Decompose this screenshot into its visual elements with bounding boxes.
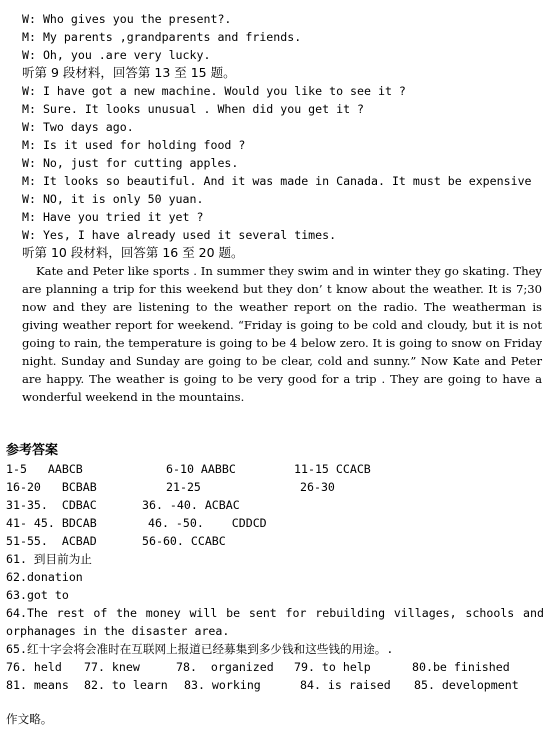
answer-cell: 1-5 AABCB xyxy=(6,462,83,476)
answer-61: 61. 到目前为止 xyxy=(6,552,92,566)
answer-cell: 26-30 xyxy=(300,480,335,494)
answer-cell: 85. development xyxy=(414,678,519,692)
answer-cell: 77. knew xyxy=(84,660,140,674)
answer-cell: 76. held xyxy=(6,660,62,674)
dialogue-line: M: Sure. It looks unusual . When did you get it ? xyxy=(22,102,365,116)
dialogue-line: W: I have got a new machine. Would you like to see it ? xyxy=(22,84,406,98)
section-10-title: 听第 10 段材料，回答第 16 至 20 题。 xyxy=(22,245,244,260)
dialogue-line: M: My parents ,grandparents and friends. xyxy=(22,30,302,44)
answer-cell: 41- 45. BDCAB xyxy=(6,516,97,530)
answer-65: 65.红十字会将会准时在互联网上报道已经募集到多少钱和这些钱的用途。. xyxy=(6,642,394,656)
answer-cell: 6-10 AABBC xyxy=(166,462,236,476)
answers-heading: 参考答案 xyxy=(6,443,59,458)
answer-cell: 78. organized xyxy=(176,660,274,674)
section-9-title: 听第 9 段材料，回答第 13 至 15 题。 xyxy=(22,65,236,80)
dialogue-line: W: Two days ago. xyxy=(22,120,134,134)
answer-62: 62.donation xyxy=(6,570,83,584)
listening-passage xyxy=(22,262,542,406)
dialogue-line: W: Yes, I have already used it several times. xyxy=(22,228,337,242)
dialogue-line: W: No, just for cutting apples. xyxy=(22,156,239,170)
dialogue-line: M: Have you tried it yet ? xyxy=(22,210,204,224)
dialogue-line: W: Who gives you the present?. xyxy=(22,12,232,26)
answer-cell: 21-25 xyxy=(166,480,201,494)
answer-cell: 31-35. CDBAC xyxy=(6,498,97,512)
answer-cell: 80.be finished xyxy=(412,660,510,674)
answer-cell: 84. is raised xyxy=(300,678,391,692)
answer-cell: 51-55. ACBAD xyxy=(6,534,97,548)
answer-cell: 36. -40. ACBAC xyxy=(142,498,240,512)
answer-cell: 11-15 CCACB xyxy=(294,462,371,476)
dialogue-line: W: NO, it is only 50 yuan. xyxy=(22,192,204,206)
dialogue-line: W: Oh, you .are very lucky. xyxy=(22,48,211,62)
passage-text: Kate and Peter like sports . In summer they swim and in winter they go skating. They are planning a trip for this weekend but they don’ t know about the weather. It is 7;30 now and they are listening to the weather report on the radio. The weatherman is giving weather report for weekend. “Friday is going to be cold and cloudy, but it is not going to rain, the temperature is going to be 4 below zero. It is going to snow on Friday night. Sunday and Sunday are going to be clear, cold and sunny.” Now Kate and Peter are happy. The weather is going to be very good for a trip . They are going to have a wonderful weekend in the mountains. xyxy=(22,264,542,404)
answer-cell: 16-20 BCBAB xyxy=(6,480,97,494)
answer-cell: 82. to learn xyxy=(84,678,168,692)
answer-63: 63.got to xyxy=(6,588,69,602)
dialogue-line: M: Is it used for holding food ? xyxy=(22,138,246,152)
essay-note: 作文略。 xyxy=(6,712,53,726)
answer-64: 64.The rest of the money will be sent for rebuilding villages, schools and orphanages in the disaster area. xyxy=(6,606,544,638)
answer-cell: 79. to help xyxy=(294,660,371,674)
dialogue-line: M: It looks so beautiful. And it was made in Canada. It must be expensive xyxy=(22,174,532,188)
answer-cell: 56-60. CCABC xyxy=(142,534,226,548)
answer-cell: 46. -50. CDDCD xyxy=(148,516,267,530)
answer-cell: 81. means xyxy=(6,678,69,692)
answer-cell: 83. working xyxy=(184,678,261,692)
